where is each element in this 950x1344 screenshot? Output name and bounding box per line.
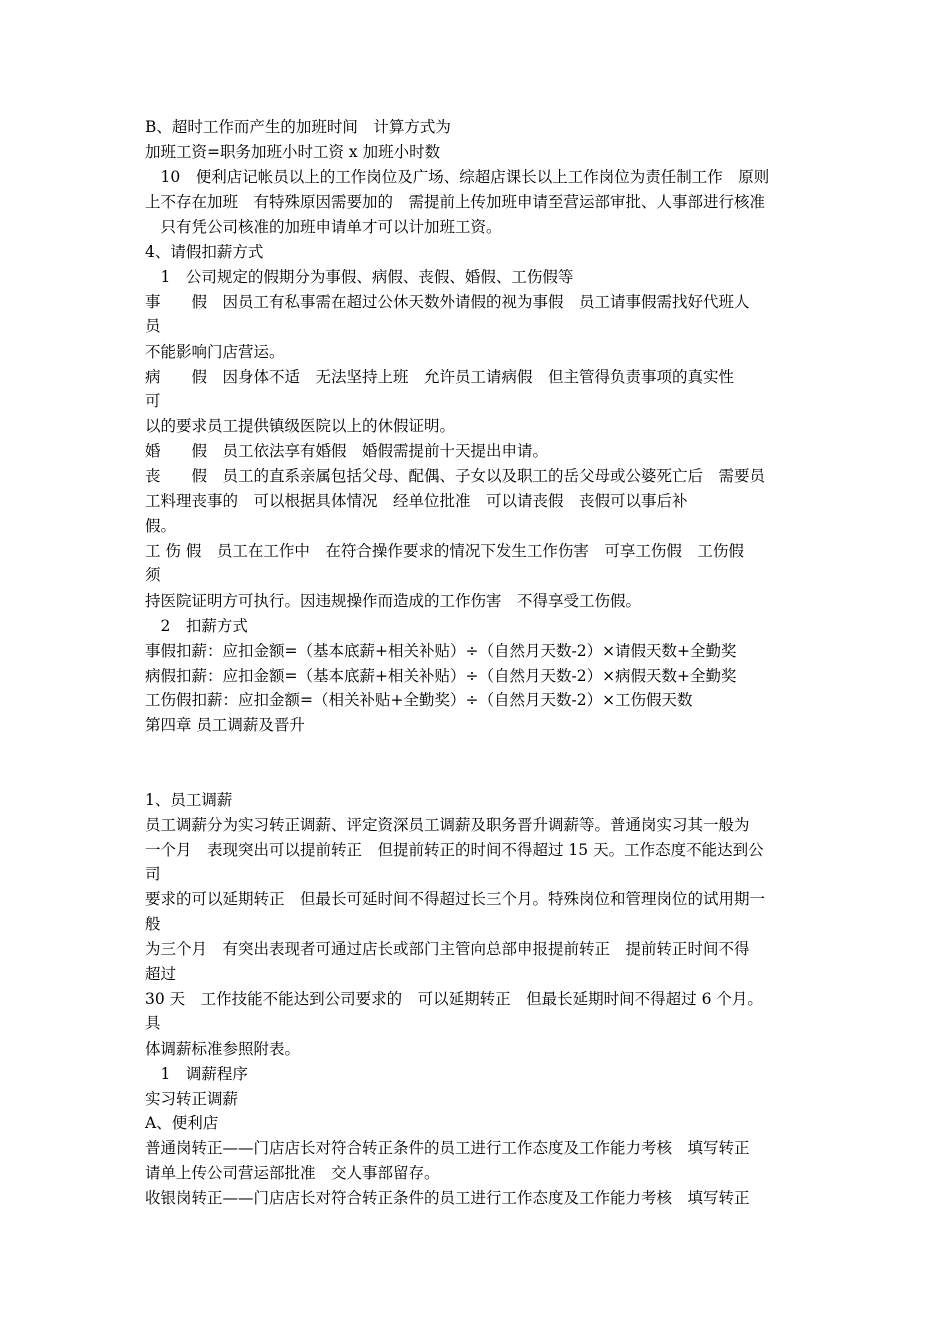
text-line: 超过 <box>145 965 177 983</box>
text-line: 具 <box>145 1014 161 1032</box>
text-line: 一个月 表现突出可以提前转正 但提前转正的时间不得超过 15 天。工作态度不能达到公 <box>145 841 764 859</box>
text-line: 丧 假 员工的直系亲属包括父母、配偶、子女以及职工的岳父母或公婆死亡后 需要员 <box>145 467 766 485</box>
formula-line: 病假扣薪：应扣金额=（基本底薪+相关补贴）÷（自然月天数-2）×病假天数+全勤奖 <box>145 667 737 685</box>
text-line: 加班工资=职务加班小时工资 x 加班小时数 <box>145 143 441 161</box>
formula-line: 事假扣薪：应扣金额=（基本底薪+相关补贴）÷（自然月天数-2）×请假天数+全勤奖 <box>145 642 737 660</box>
text-line: 1 公司规定的假期分为事假、病假、丧假、婚假、工伤假等 <box>145 268 574 286</box>
text-line: 10 便利店记帐员以上的工作岗位及广场、综超店课长以上工作岗位为责任制工作 原则 <box>145 168 770 186</box>
text-line: 员 <box>145 317 161 335</box>
text-line: B、超时工作而产生的加班时间 计算方式为 <box>145 118 451 136</box>
text-line: 上不存在加班 有特殊原因需要加的 需提前上传加班申请至营运部审批、人事部进行核准 <box>145 193 766 211</box>
text-line: 工料理丧事的 可以根据具体情况 经单位批准 可以请丧假 丧假可以事后补 <box>145 492 688 510</box>
text-line: A、便利店 <box>145 1114 219 1132</box>
text-line: 工 伤 假 员工在工作中 在符合操作要求的情况下发生工作伤害 可享工伤假 工伤假 <box>145 542 744 560</box>
text-line: 司 <box>145 865 161 883</box>
text-line: 事 假 因员工有私事需在超过公休天数外请假的视为事假 员工请事假需找好代班人 <box>145 293 750 311</box>
text-line: 病 假 因身体不适 无法坚持上班 允许员工请病假 但主管得负责事项的真实性 <box>145 368 735 386</box>
text-line: 实习转正调薪 <box>145 1090 239 1108</box>
text-line: 婚 假 员工依法享有婚假 婚假需提前十天提出申请。 <box>145 442 549 460</box>
text-line: 普通岗转正——门店店长对符合转正条件的员工进行工作态度及工作能力考核 填写转正 <box>145 1139 750 1157</box>
chapter-heading: 第四章 员工调薪及晋升 <box>145 716 305 734</box>
section-heading: 4、请假扣薪方式 <box>145 243 264 261</box>
formula-line: 工伤假扣薪：应扣金额=（相关补贴+全勤奖）÷（自然月天数-2）×工伤假天数 <box>145 691 693 709</box>
text-line: 30 天 工作技能不能达到公司要求的 可以延期转正 但最长延期时间不得超过 6 个月。 <box>145 990 763 1008</box>
text-line: 为三个月 有突出表现者可通过店长或部门主管向总部申报提前转正 提前转正时间不得 <box>145 940 750 958</box>
section-heading: 1、员工调薪 <box>145 791 233 809</box>
text-line: 只有凭公司核准的加班申请单才可以计加班工资。 <box>145 218 502 236</box>
text-line: 员工调薪分为实习转正调薪、评定资深员工调薪及职务晋升调薪等。普通岗实习其一般为 <box>145 816 750 834</box>
text-line: 须 <box>145 566 161 584</box>
text-line: 要求的可以延期转正 但最长可延时间不得超过长三个月。特殊岗位和管理岗位的试用期一 <box>145 890 766 908</box>
text-line: 2 扣薪方式 <box>145 617 248 635</box>
text-line: 假。 <box>145 517 177 535</box>
text-line: 不能影响门店营运。 <box>145 343 285 361</box>
text-line: 1 调薪程序 <box>145 1065 248 1083</box>
text-line: 般 <box>145 915 161 933</box>
text-line: 以的要求员工提供镇级医院以上的休假证明。 <box>145 417 456 435</box>
text-line: 持医院证明方可执行。因违规操作而造成的工作伤害 不得享受工伤假。 <box>145 592 642 610</box>
text-line: 体调薪标准参照附表。 <box>145 1040 301 1058</box>
text-line: 可 <box>145 392 161 410</box>
text-line: 收银岗转正——门店店长对符合转正条件的员工进行工作态度及工作能力考核 填写转正 <box>145 1189 750 1207</box>
text-line: 请单上传公司营运部批准 交人事部留存。 <box>145 1164 440 1182</box>
